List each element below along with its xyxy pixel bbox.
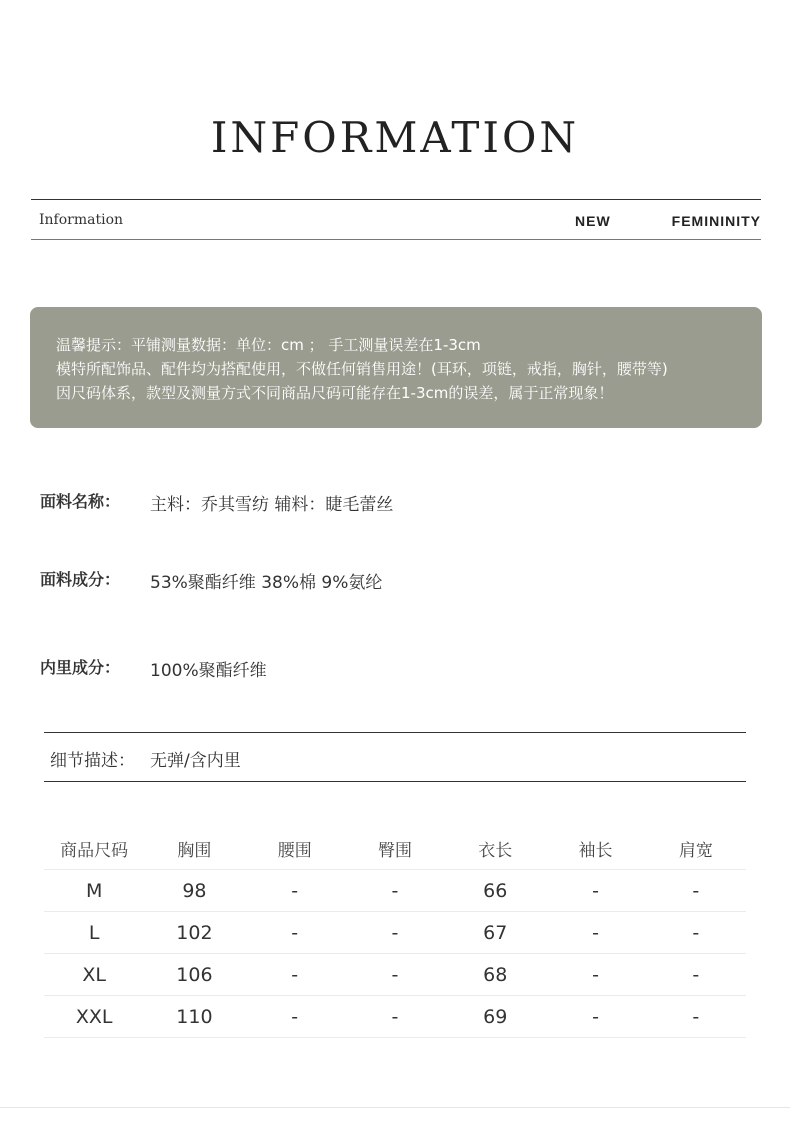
size-cell: M xyxy=(44,870,144,912)
size-cell: - xyxy=(245,912,345,954)
size-cell: - xyxy=(646,912,746,954)
notice-line-2: 模特所配饰品、配件均为搭配使用，不做任何销售用途！(耳环，项链，戒指，胸针，腰带等) xyxy=(56,360,668,378)
size-cell: 66 xyxy=(445,870,545,912)
size-header-cell: 胸围 xyxy=(177,840,212,861)
table-row xyxy=(44,996,746,1038)
fabric-composition-label: 面料成分： xyxy=(40,570,121,589)
notice-line-3: 因尺码体系，款型及测量方式不同商品尺码可能存在1-3cm的误差，属于正常现象！ xyxy=(56,384,614,402)
size-cell: - xyxy=(646,954,746,996)
detail-value: 无弹/含内里 xyxy=(150,751,241,771)
table-row xyxy=(44,870,746,912)
lining-composition-label: 内里成分： xyxy=(40,658,121,677)
size-cell: XL xyxy=(44,954,144,996)
size-cell: - xyxy=(345,870,445,912)
size-cell: - xyxy=(545,912,645,954)
subbar-new-label: NEW xyxy=(575,213,611,229)
page-bottom-rule xyxy=(0,1107,790,1108)
subbar-information-label: Information xyxy=(39,212,124,228)
header-bottom-rule xyxy=(31,239,761,240)
size-header-cell: 衣长 xyxy=(478,840,513,861)
size-cell: - xyxy=(245,870,345,912)
size-cell: - xyxy=(345,996,445,1038)
page-title: INFORMATION xyxy=(210,113,580,162)
size-cell: - xyxy=(345,912,445,954)
size-cell: - xyxy=(545,870,645,912)
fabric-composition-value: 53%聚酯纤维 38%棉 9%氨纶 xyxy=(150,573,383,593)
size-cell: - xyxy=(545,954,645,996)
header-subbar xyxy=(31,200,761,239)
size-header-cell: 臀围 xyxy=(377,840,412,861)
size-cell: 68 xyxy=(445,954,545,996)
table-row xyxy=(44,912,746,954)
size-cell: - xyxy=(646,996,746,1038)
size-cell: - xyxy=(345,954,445,996)
size-header-cell: 商品尺码 xyxy=(60,840,129,861)
detail-bottom-rule xyxy=(44,781,746,782)
size-cell: 106 xyxy=(144,954,244,996)
size-cell: 110 xyxy=(144,996,244,1038)
fabric-name-value: 主料：乔其雪纺 辅料：睫毛蕾丝 xyxy=(150,495,394,515)
size-cell: 69 xyxy=(445,996,545,1038)
detail-label: 细节描述： xyxy=(50,751,135,771)
size-cell: 98 xyxy=(144,870,244,912)
size-cell: - xyxy=(245,996,345,1038)
fabric-name-label: 面料名称： xyxy=(40,492,121,511)
size-cell: 102 xyxy=(144,912,244,954)
notice-box xyxy=(30,307,762,428)
size-cell: - xyxy=(245,954,345,996)
size-header-cell: 腰围 xyxy=(277,840,312,861)
subbar-femininity-label: FEMININITY xyxy=(671,213,761,229)
size-cell: - xyxy=(545,996,645,1038)
size-cell: 67 xyxy=(445,912,545,954)
size-cell: - xyxy=(646,870,746,912)
size-header-cell: 肩宽 xyxy=(678,840,713,861)
size-cell: XXL xyxy=(44,996,144,1038)
size-cell: L xyxy=(44,912,144,954)
size-table-header-row xyxy=(44,827,746,870)
lining-composition-value: 100%聚酯纤维 xyxy=(150,661,267,681)
table-row xyxy=(44,954,746,996)
size-header-cell: 袖长 xyxy=(578,840,613,861)
notice-line-1: 温馨提示：平铺测量数据：单位：cm ； 手工测量误差在1-3cm xyxy=(56,336,481,354)
detail-top-rule xyxy=(44,732,746,733)
size-table xyxy=(44,827,746,1038)
